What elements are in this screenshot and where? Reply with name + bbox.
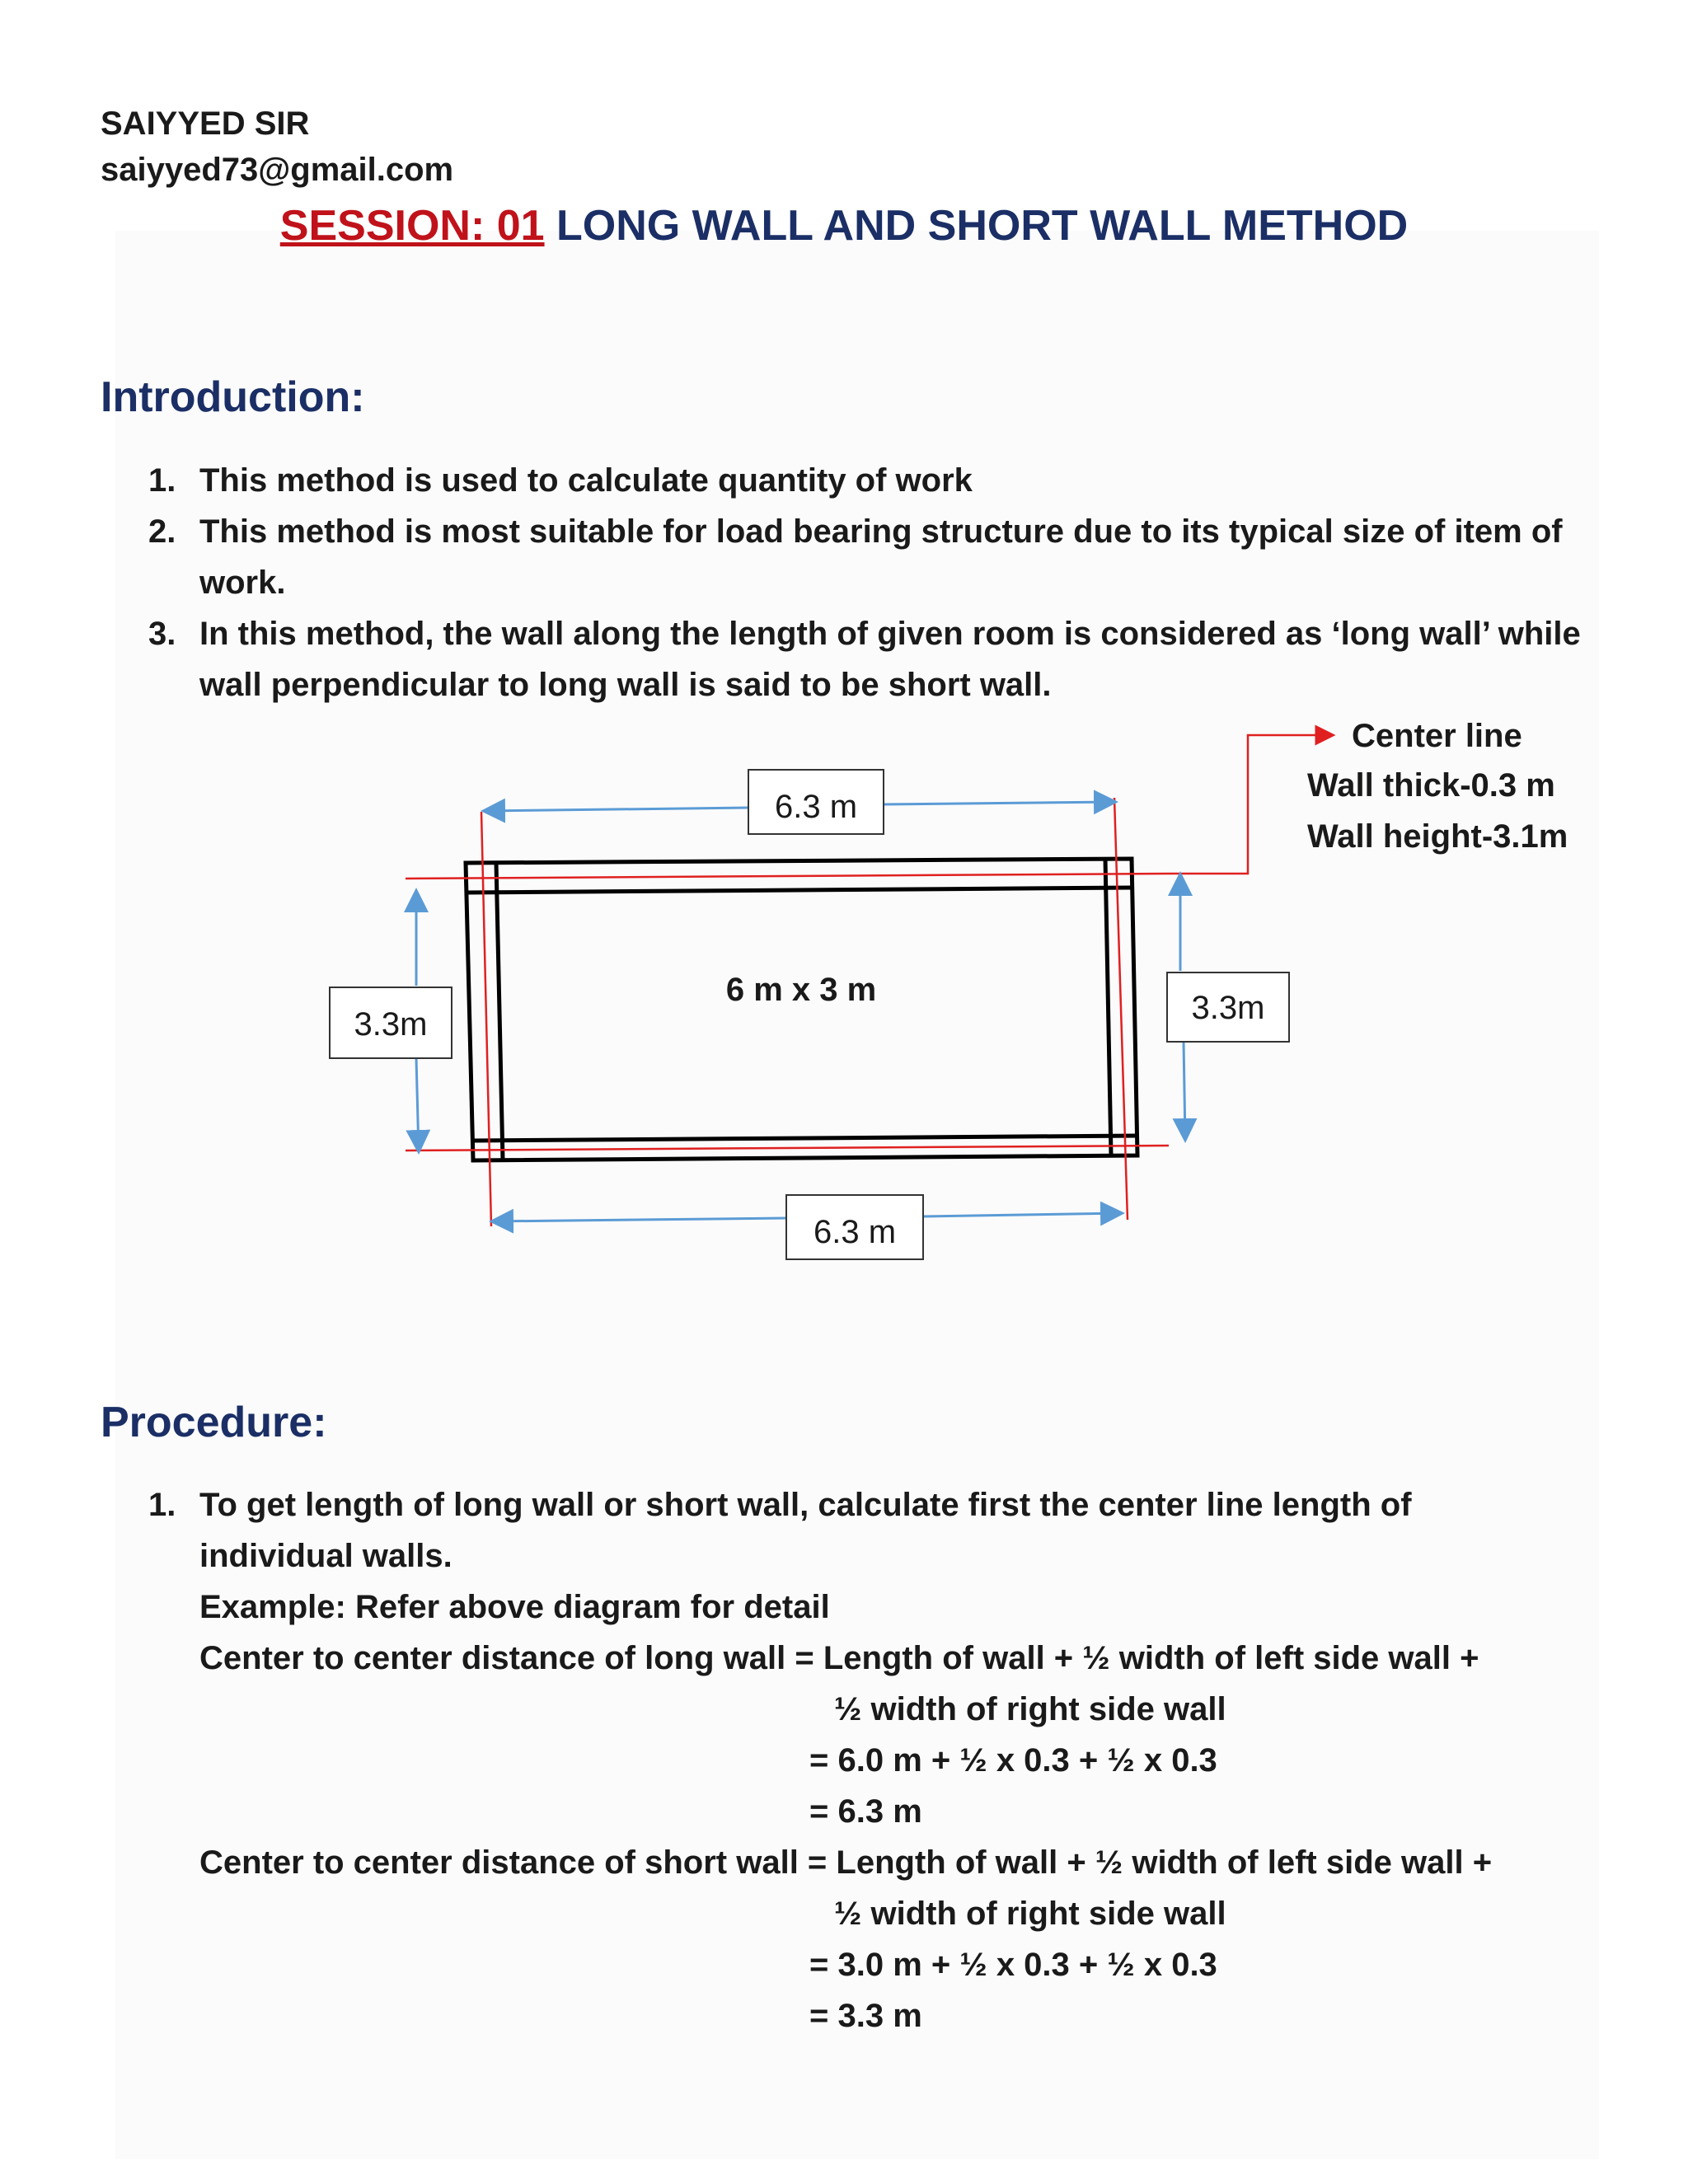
long-wall-substitution: = 6.0 m + ½ x 0.3 + ½ x 0.3 (809, 1742, 1217, 1779)
list-item-number: 2. (148, 513, 176, 550)
bottom-wall-inner-line (473, 1136, 1137, 1141)
top-center-line (406, 874, 1169, 879)
bottom-center-line (406, 1146, 1169, 1151)
list-item-text: This method is used to calculate quantity of work (199, 462, 973, 499)
procedure-item-number: 1. (148, 1487, 176, 1523)
left-wall-inner-line (496, 863, 503, 1160)
top-wall-inner-line (466, 888, 1132, 893)
list-item-text: This method is most suitable for load bearing structure due to its typical size of item of work. (199, 513, 1563, 601)
right-dim-label: 3.3m (1191, 990, 1265, 1026)
procedure-item-line-1: To get length of long wall or short wall, calculate first the center line length of (199, 1487, 1412, 1523)
bottom-dim-arrow-left (491, 1218, 786, 1221)
bottom-dim-label: 6.3 m (813, 1214, 897, 1250)
outer-wall-outline (466, 859, 1137, 1160)
procedure-item-line-2: individual walls. (199, 1538, 452, 1574)
long-wall-formula: Center to center distance of long wall = Length of wall + ½ width of left side wall + (199, 1640, 1479, 1676)
list-item-number: 3. (148, 616, 176, 652)
short-wall-formula-cont: ½ width of right side wall (834, 1896, 1226, 1932)
left-center-line (481, 812, 491, 1226)
right-dim-arrow-down (1184, 1042, 1185, 1141)
wall-height-label: Wall height-3.1m (1307, 818, 1568, 855)
author-name: SAIYYED SIR (101, 105, 310, 142)
long-wall-formula-cont: ½ width of right side wall (834, 1691, 1226, 1727)
bottom-dim-arrow-right (923, 1213, 1123, 1216)
room-size-label: 6 m x 3 m (725, 972, 877, 1008)
wall-outline (466, 859, 1137, 1160)
top-dim-arrow-left (483, 808, 748, 811)
wall-thick-label: Wall thick-0.3 m (1307, 767, 1555, 804)
left-dim-label: 3.3m (354, 1006, 428, 1043)
left-dim-arrow-down (416, 1058, 419, 1152)
procedure-heading: Procedure: (101, 1399, 327, 1446)
list-item-number: 1. (148, 462, 176, 499)
list-item-text: In this method, the wall along the length of given room is considered as ‘long wall’ while wall perpendicular to long wall is said to be short wall. (199, 616, 1581, 703)
example-line: Example: Refer above diagram for detail (199, 1589, 830, 1625)
short-wall-substitution: = 3.0 m + ½ x 0.3 + ½ x 0.3 (809, 1947, 1217, 1983)
long-wall-result: = 6.3 m (809, 1793, 922, 1830)
author-email: saiyyed73@gmail.com (101, 152, 454, 188)
short-wall-formula: Center to center distance of short wall = Length of wall + ½ width of left side wall + (199, 1844, 1493, 1881)
top-dim-label: 6.3 m (774, 789, 858, 825)
introduction-heading: Introduction: (101, 373, 365, 421)
short-wall-result: = 3.3 m (809, 1998, 922, 2034)
center-line-label: Center line (1352, 718, 1522, 754)
session-title: LONG WALL AND SHORT WALL METHOD (556, 202, 1409, 250)
right-wall-inner-line (1105, 859, 1111, 1155)
top-dim-arrow-right (884, 802, 1116, 804)
session-label: SESSION: 01 (279, 202, 545, 250)
